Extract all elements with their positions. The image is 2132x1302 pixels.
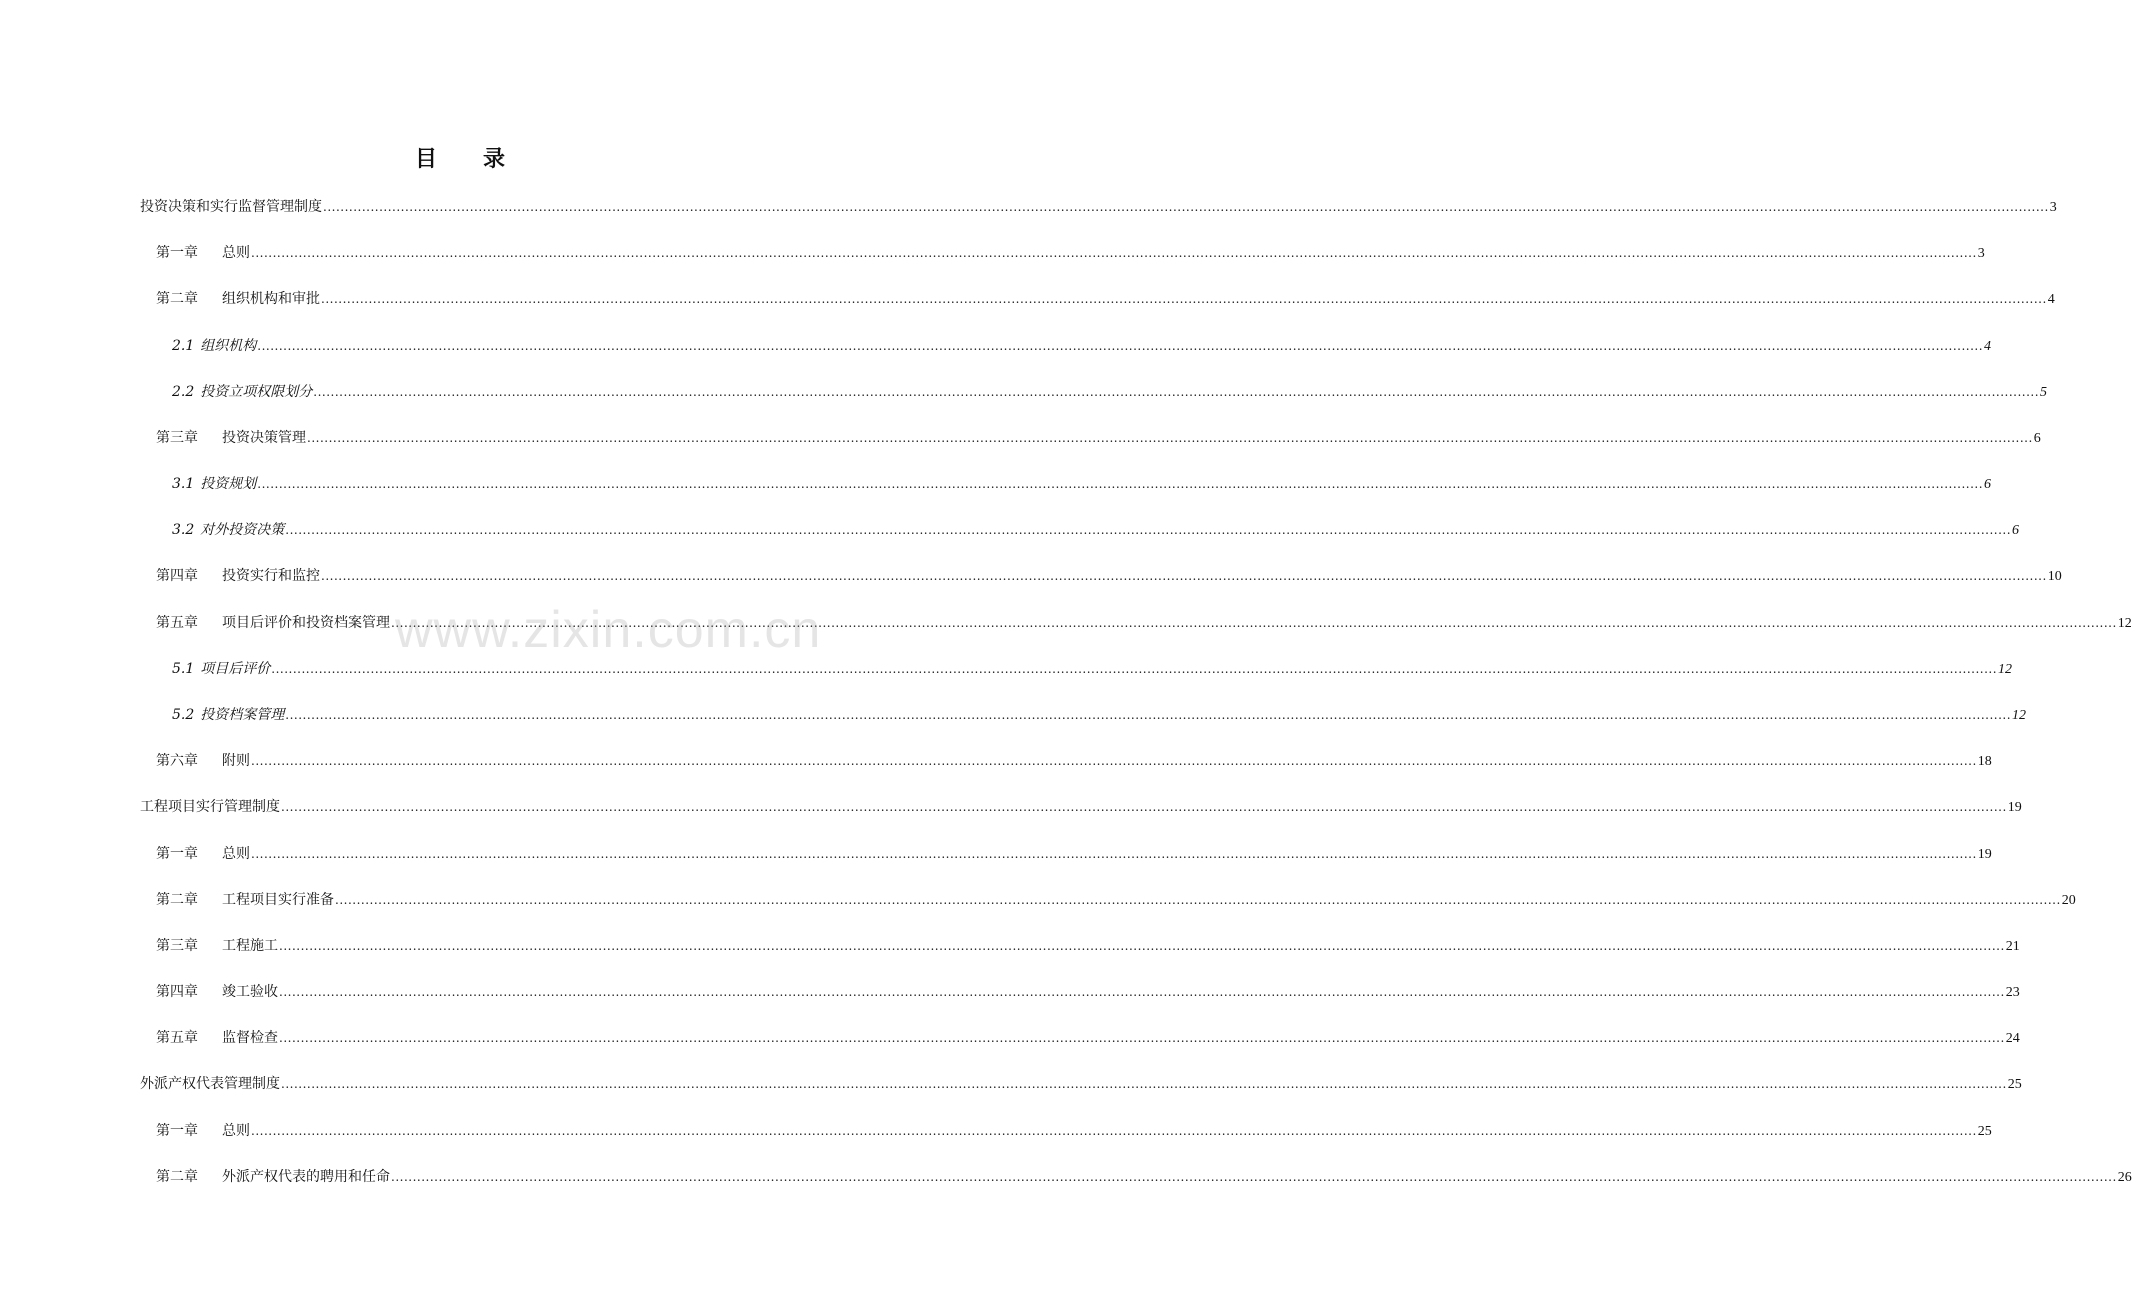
toc-entry-number: 第六章 <box>156 753 198 769</box>
toc-entry-number: 2.2 <box>172 384 195 400</box>
toc-entry-text: 总则 <box>222 846 250 862</box>
toc-entry-number: 第二章 <box>156 1169 198 1185</box>
toc-page-number: 20 <box>2061 893 2076 908</box>
toc-dot-leader: ................................................................................................................................................................................................................................................................................................................................................................................................................ <box>251 847 1977 861</box>
toc-dot-leader: ................................................................................................................................................................................................................................................................................................................................................................................................................ <box>279 985 2005 999</box>
toc-entry-text: 监督检查 <box>222 1030 278 1046</box>
toc-entry-text: 外派产权代表管理制度 <box>140 1076 280 1092</box>
toc-entry-label <box>140 198 322 216</box>
toc-dot-leader: ................................................................................................................................................................................................................................................................................................................................................................................................................ <box>251 754 1977 768</box>
toc-entry-text: 投资规划 <box>200 476 257 492</box>
toc-page-number: 23 <box>2005 985 2020 1000</box>
title-char-2: 录 <box>483 146 506 172</box>
toc-entry[interactable] <box>156 752 1992 770</box>
toc-entry-label <box>156 429 306 447</box>
toc-entry-label <box>156 983 278 1001</box>
toc-dot-leader: ................................................................................................................................................................................................................................................................................................................................................................................................................ <box>307 431 2033 445</box>
toc-entry-label <box>140 1075 280 1093</box>
toc-entry[interactable] <box>156 567 2062 585</box>
toc-entry-text: 工程项目实行管理制度 <box>140 799 280 815</box>
toc-page-number: 5 <box>2040 385 2048 400</box>
toc-entry-label <box>172 660 270 678</box>
toc-entry-label <box>156 937 278 955</box>
toc-entry[interactable] <box>140 198 2057 216</box>
toc-dot-leader: ................................................................................................................................................................................................................................................................................................................................................................................................................ <box>285 523 2012 537</box>
toc-entry-label <box>156 244 250 262</box>
toc-dot-leader: ................................................................................................................................................................................................................................................................................................................................................................................................................ <box>281 800 2007 814</box>
toc-dot-leader: ................................................................................................................................................................................................................................................................................................................................................................................................................ <box>251 1124 1977 1138</box>
toc-entry-number: 第三章 <box>156 430 198 446</box>
toc-dot-leader: ................................................................................................................................................................................................................................................................................................................................................................................................................ <box>323 200 2049 214</box>
toc-dot-leader: ................................................................................................................................................................................................................................................................................................................................................................................................................ <box>313 385 2040 399</box>
toc-entry[interactable] <box>172 521 2020 539</box>
toc-entry-text: 投资实行和监控 <box>222 568 320 584</box>
toc-entry[interactable] <box>172 660 2013 678</box>
toc-entry[interactable] <box>172 706 2027 724</box>
toc-page-number: 12 <box>2012 708 2027 723</box>
toc-dot-leader: ................................................................................................................................................................................................................................................................................................................................................................................................................ <box>335 893 2061 907</box>
toc-entry[interactable] <box>156 244 1985 262</box>
toc-entry-number: 3.1 <box>172 476 195 492</box>
toc-entry-label <box>156 891 334 909</box>
toc-entry-label <box>156 567 320 585</box>
toc-entry[interactable] <box>172 475 1992 493</box>
toc-entry-label <box>156 845 250 863</box>
toc-page-number: 4 <box>2047 292 2055 307</box>
toc-dot-leader: ................................................................................................................................................................................................................................................................................................................................................................................................................ <box>391 616 2117 630</box>
toc-entry-label <box>156 614 390 632</box>
toc-entry[interactable] <box>156 614 2132 632</box>
toc-entry[interactable] <box>156 290 2055 308</box>
toc-dot-leader: ................................................................................................................................................................................................................................................................................................................................................................................................................ <box>271 662 1998 676</box>
toc-entry-number: 第三章 <box>156 938 198 954</box>
toc-entry-number: 3.2 <box>172 522 195 538</box>
toc-dot-leader: ................................................................................................................................................................................................................................................................................................................................................................................................................ <box>321 569 2047 583</box>
toc-entry[interactable] <box>156 1168 2132 1186</box>
toc-dot-leader: ................................................................................................................................................................................................................................................................................................................................................................................................................ <box>279 1031 2005 1045</box>
toc-entry-text: 竣工验收 <box>222 984 278 1000</box>
toc-entry[interactable] <box>156 1122 1992 1140</box>
toc-entry-text: 附则 <box>222 753 250 769</box>
toc-entry-number: 第二章 <box>156 291 198 307</box>
toc-page-number: 24 <box>2005 1031 2020 1046</box>
toc-entry-text: 投资决策管理 <box>222 430 306 446</box>
toc-dot-leader: ................................................................................................................................................................................................................................................................................................................................................................................................................ <box>257 477 1984 491</box>
toc-entry-text: 投资立项权限划分 <box>200 384 313 400</box>
toc-page-number: 3 <box>1977 246 1985 261</box>
toc-dot-leader: ................................................................................................................................................................................................................................................................................................................................................................................................................ <box>285 708 2012 722</box>
toc-entry[interactable] <box>156 429 2041 447</box>
toc-page-number: 12 <box>1998 662 2013 677</box>
toc-entry[interactable] <box>156 937 2020 955</box>
toc-entry-number: 5.1 <box>172 661 195 677</box>
toc-entry-label <box>156 1168 390 1186</box>
toc-entry-label <box>156 752 250 770</box>
toc-entry-label <box>172 475 256 493</box>
toc-entry-label <box>172 521 284 539</box>
title-char-1: 目 <box>414 146 437 172</box>
toc-page-number: 4 <box>1984 339 1992 354</box>
toc-page-number: 18 <box>1977 754 1992 769</box>
toc-entry-text: 外派产权代表的聘用和任命 <box>222 1169 390 1185</box>
toc-entry-number: 第四章 <box>156 984 198 1000</box>
watermark: www.zixin.com.cn <box>395 601 822 659</box>
toc-entry-number: 2.1 <box>172 338 195 354</box>
toc-page-number: 6 <box>2012 523 2020 538</box>
toc-entry-number: 第五章 <box>156 1030 198 1046</box>
toc-entry-text: 项目后评价 <box>200 661 271 677</box>
toc-entry-number: 5.2 <box>172 707 195 723</box>
toc-dot-leader: ................................................................................................................................................................................................................................................................................................................................................................................................................ <box>281 1077 2007 1091</box>
toc-entry-text: 总则 <box>222 245 250 261</box>
toc-entry[interactable] <box>140 798 2022 816</box>
toc-entry-text: 投资决策和实行监督管理制度 <box>140 199 322 215</box>
toc-entry[interactable] <box>156 845 1992 863</box>
toc-entry-text: 项目后评价和投资档案管理 <box>222 615 390 631</box>
toc-entry[interactable] <box>156 983 2020 1001</box>
toc-entry-text: 对外投资决策 <box>200 522 285 538</box>
toc-entry-label <box>156 1122 250 1140</box>
toc-entry-number: 第一章 <box>156 1123 198 1139</box>
toc-entry-label <box>172 337 256 355</box>
toc-page-number: 26 <box>2117 1170 2132 1185</box>
toc-entry-text: 组织机构 <box>200 338 257 354</box>
toc-entry[interactable] <box>172 383 2048 401</box>
toc-page-number: 19 <box>2007 800 2022 815</box>
toc-entry-text: 工程项目实行准备 <box>222 892 334 908</box>
toc-page-number: 21 <box>2005 939 2020 954</box>
toc-entry-text: 组织机构和审批 <box>222 291 320 307</box>
toc-entry-number: 第二章 <box>156 892 198 908</box>
toc-entry-label <box>172 706 284 724</box>
toc-entry-text: 总则 <box>222 1123 250 1139</box>
toc-entry-text: 投资档案管理 <box>200 707 285 723</box>
toc-entry[interactable] <box>172 337 1992 355</box>
toc-entry-number: 第五章 <box>156 615 198 631</box>
toc-page-number: 10 <box>2047 569 2062 584</box>
toc-entry-label <box>156 290 320 308</box>
toc-page-number: 3 <box>2049 200 2057 215</box>
toc-page-number: 6 <box>2033 431 2041 446</box>
toc-entry-number: 第四章 <box>156 568 198 584</box>
toc-page-number: 25 <box>2007 1077 2022 1092</box>
toc-page-number: 6 <box>1984 477 1992 492</box>
toc-dot-leader: ................................................................................................................................................................................................................................................................................................................................................................................................................ <box>391 1170 2117 1184</box>
toc-page-number: 12 <box>2117 616 2132 631</box>
toc-entry-label <box>156 1029 278 1047</box>
toc-entry-number: 第一章 <box>156 245 198 261</box>
page-title <box>0 142 920 173</box>
toc-entry[interactable] <box>156 1029 2020 1047</box>
toc-dot-leader: ................................................................................................................................................................................................................................................................................................................................................................................................................ <box>321 292 2047 306</box>
toc-entry-label <box>140 798 280 816</box>
toc-dot-leader: ................................................................................................................................................................................................................................................................................................................................................................................................................ <box>279 939 2005 953</box>
toc-entry-text: 工程施工 <box>222 938 278 954</box>
toc-dot-leader: ................................................................................................................................................................................................................................................................................................................................................................................................................ <box>251 246 1977 260</box>
toc-dot-leader: ................................................................................................................................................................................................................................................................................................................................................................................................................ <box>257 339 1984 353</box>
toc-page-number: 19 <box>1977 847 1992 862</box>
toc-entry-label <box>172 383 312 401</box>
toc-entry[interactable] <box>156 891 2076 909</box>
toc-entry[interactable] <box>140 1075 2022 1093</box>
toc-entry-number: 第一章 <box>156 846 198 862</box>
toc-page-number: 25 <box>1977 1124 1992 1139</box>
